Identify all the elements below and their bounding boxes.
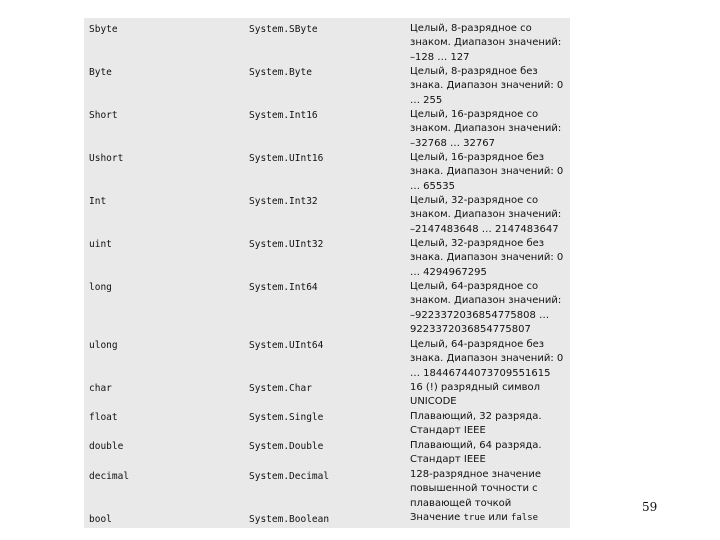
net-type: System.Int16	[249, 110, 318, 121]
type-description: Целый, 16-разрядное без знака. Диапазон значений: 0 … 65535	[410, 152, 564, 192]
type-description: Плавающий, 32 разряда. Стандарт IEEE	[410, 411, 542, 437]
type-description: Целый, 64-разрядное без знака. Диапазон значений: 0 … 18446744073709551615	[410, 339, 564, 379]
net-type: System.Char	[249, 383, 312, 394]
net-type: System.UInt64	[249, 340, 324, 351]
type-name: Ushort	[89, 153, 124, 164]
type-name: Sbyte	[89, 24, 118, 35]
type-name: Byte	[89, 67, 112, 78]
type-name: char	[89, 383, 112, 394]
net-type: System.Int64	[249, 282, 318, 293]
page-number: 59	[642, 500, 658, 514]
type-description: 16 (!) разрядный символ UNICODE	[410, 382, 541, 408]
type-name: float	[89, 412, 118, 423]
type-name: ulong	[89, 340, 118, 351]
type-description: Плавающий, 64 разряда. Стандарт IEEE	[410, 440, 542, 466]
net-type: System.SByte	[249, 24, 318, 35]
net-type: System.Int32	[249, 196, 318, 207]
net-type: System.Boolean	[249, 514, 330, 525]
type-description: Целый, 8-разрядное без знака. Диапазон значений: 0 … 255	[410, 66, 564, 106]
net-type: System.Byte	[249, 67, 312, 78]
type-description: Целый, 64-разрядное со знаком. Диапазон значений: –9223372036854775808 … 9223372036854775807	[410, 281, 562, 335]
type-description	[410, 511, 568, 525]
type-name: Int	[89, 196, 107, 207]
type-name: bool	[89, 514, 112, 525]
type-name: Short	[89, 110, 118, 121]
net-type: System.Double	[249, 441, 324, 452]
net-type: System.UInt32	[249, 239, 324, 250]
type-description: Целый, 32-разрядное без знака. Диапазон значений: 0 … 4294967295	[410, 238, 564, 278]
net-type: System.Single	[249, 412, 324, 423]
desc-text: Значение	[410, 512, 461, 523]
type-name: decimal	[89, 471, 130, 482]
type-description: 128-разрядное значение повышенной точности с плавающей точкой	[410, 469, 541, 509]
desc-text: или	[488, 512, 508, 523]
type-description: Целый, 32-разрядное со знаком. Диапазон значений: –2147483648 … 2147483647	[410, 195, 562, 235]
keyword-false: false	[510, 513, 539, 523]
net-type: System.Decimal	[249, 471, 330, 482]
type-description: Целый, 16-разрядное со знаком. Диапазон значений: –32768 … 32767	[410, 109, 562, 149]
type-name: double	[89, 441, 124, 452]
type-name: uint	[89, 239, 112, 250]
keyword-true: true	[463, 513, 486, 523]
net-type: System.UInt16	[249, 153, 324, 164]
type-description: Целый, 8-разрядное со знаком. Диапазон значений: –128 … 127	[410, 23, 562, 63]
type-name: long	[89, 282, 112, 293]
